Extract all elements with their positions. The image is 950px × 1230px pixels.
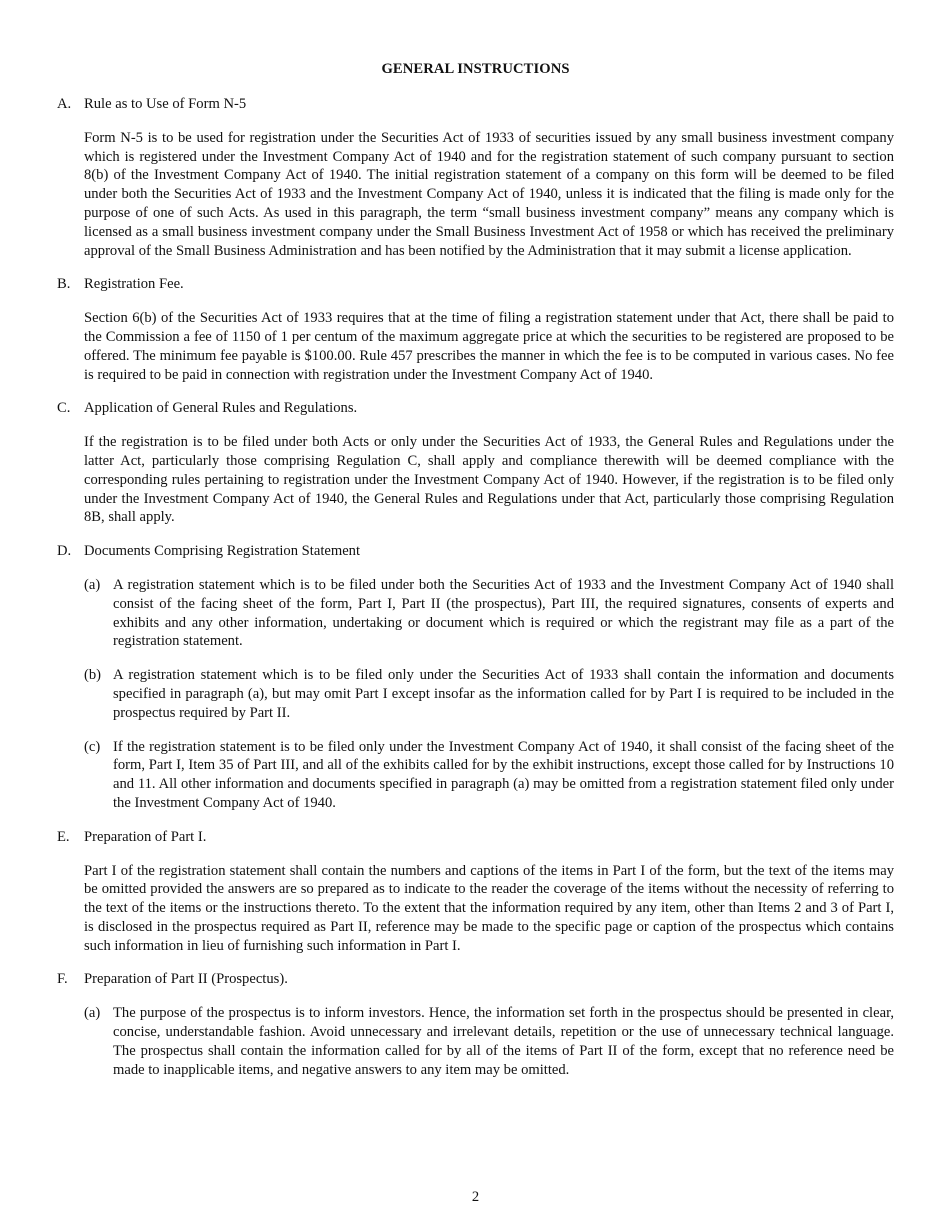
document-page bbox=[57, 0, 894, 1230]
section-a-paragraph: Form N-5 is to be used for registration under the Securities Act of 1933 of securities issued by any small business investment company which is registered under the Investment Company Act of 1940 and for the registration statement of such company pursuant to section 8(b) of the Investment Company Act of 1940. The initial registration statement of a company on this form will be deemed to be filed under both the Securities Act of 1933 and the Investment Company Act of 1940, unless it is indicated that the filing is made only for the purpose of one of such Acts. As used in this paragraph, the term “small business investment company” means any company which is licensed as a small business investment company under the Small Business Investment Act of 1958 or which has received the preliminary approval of the Small Business Administration and has been notified by the Administration that it may submit a license application. bbox=[84, 129, 894, 259]
item-text: A registration statement which is to be filed under both the Securities Act of 1933 and the Investment Company Act of 1940 shall consist of the facing sheet of the form, Part I, Part II (the prospectus), Part III, the required signatures, consents of experts and exhibits and any other information, undertaking or document which is required or which the registrant may file as a part of the registration statement. bbox=[113, 576, 894, 650]
section-a-heading bbox=[57, 95, 894, 114]
section-d-item-c bbox=[84, 738, 894, 813]
section-b-heading bbox=[57, 275, 894, 294]
section-letter: C. bbox=[57, 400, 71, 417]
section-title: Application of General Rules and Regulations. bbox=[84, 400, 358, 417]
section-letter: E. bbox=[57, 828, 70, 845]
section-title: Documents Comprising Registration Statement bbox=[84, 543, 361, 560]
item-text: If the registration statement is to be filed only under the Investment Company Act of 1940, it shall consist of the facing sheet of the form, Part I, Item 35 of Part III, and all of the exhibits called for by the exhibit instructions, except those called for by Instructions 10 and 11. All other information and documents specified in paragraph (a) may be omitted from a registration statement filed only under the Investment Company Act of 1940. bbox=[113, 738, 894, 811]
section-c-heading bbox=[57, 399, 894, 418]
section-letter: D. bbox=[57, 543, 72, 560]
section-letter: A. bbox=[57, 96, 72, 112]
section-c-paragraph: If the registration is to be filed under both Acts or only under the Securities Act of 1933, the General Rules and Regulations under the latter Act, particularly those comprising Regulation C, shall apply and compliance therewith will be deemed compliance with the corresponding rules pertaining to registration under the Investment Company Act of 1940. However, if the registration is to be filed only under the Investment Company Act of 1940, the General Rules and Regulations under that Act, particularly those comprising Regulation 8B, shall apply. bbox=[84, 434, 894, 526]
section-f-item-a bbox=[84, 1004, 894, 1079]
section-title: Rule as to Use of Form N-5 bbox=[84, 96, 247, 112]
document-body bbox=[57, 95, 894, 1079]
section-d-item-b bbox=[84, 666, 894, 722]
item-label: (b) bbox=[84, 667, 102, 684]
item-label: (a) bbox=[84, 1005, 101, 1022]
section-d-item-a bbox=[84, 576, 894, 651]
section-d-heading bbox=[57, 542, 894, 561]
section-title: Preparation of Part II (Prospectus). bbox=[84, 971, 288, 988]
section-e-heading bbox=[57, 828, 894, 847]
section-e-paragraph: Part I of the registration statement shall contain the numbers and captions of the items in Part I of the form, but the text of the items may be omitted provided the answers are so prepared as to indicate to the reader the coverage of the items without the necessity of referring to the text of the items or the instructions thereto. To the extent that the information required by any item, other than Items 2 and 3 of Part I, is disclosed in the prospectus required as Part II, reference may be made to the specific page or caption of the prospectus which contains such information in lieu of furnishing such information in Part I. bbox=[84, 862, 894, 954]
section-letter: F. bbox=[57, 971, 68, 988]
section-title: Preparation of Part I. bbox=[84, 828, 207, 845]
item-text: A registration statement which is to be filed only under the Securities Act of 1933 shall contain the information and documents specified in paragraph (a), but may omit Part I except insofar as the information called for by Part I is required to be included in the prospectus required by Part II. bbox=[113, 667, 894, 721]
item-label: (a) bbox=[84, 576, 101, 593]
page-title: GENERAL INSTRUCTIONS bbox=[381, 61, 570, 77]
page-number: 2 bbox=[471, 1189, 480, 1205]
section-title: Registration Fee. bbox=[84, 276, 184, 293]
section-letter: B. bbox=[57, 276, 71, 293]
item-text: The purpose of the prospectus is to inform investors. Hence, the information set forth in the prospectus should be presented in clear, concise, understandable fashion. Avoid unnecessary and irrelevant details, repetition or the use of unnecessary technical language. The prospectus shall contain the information called for by all of the items of Part II of the form, except that no reference need be made to inapplicable items, and negative answers to any item may be omitted. bbox=[113, 1005, 894, 1078]
section-f-heading bbox=[57, 970, 894, 989]
item-label: (c) bbox=[84, 738, 101, 755]
section-b-paragraph: Section 6(b) of the Securities Act of 1933 requires that at the time of filing a registration statement under that Act, there shall be paid to the Commission a fee of 1150 of 1 per centum of the maximum aggregate price at which the securities to be registered are proposed to be offered. The minimum fee payable is $100.00. Rule 457 prescribes the manner in which the fee is to be computed in various cases. No fee is required to be paid in connection with registration under the Investment Company Act of 1940. bbox=[84, 310, 894, 383]
